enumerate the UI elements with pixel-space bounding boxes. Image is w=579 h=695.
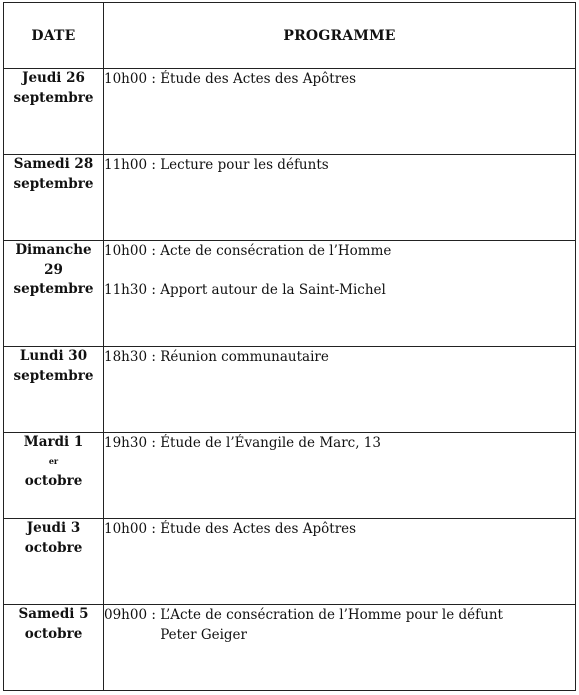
program-cell [104, 155, 576, 241]
entry-time: 11h30 [104, 282, 148, 298]
program-entry [104, 433, 575, 453]
date-cell [4, 241, 104, 347]
entry-time: 11h00 [104, 157, 148, 173]
entry-separator: : [147, 521, 161, 537]
date-cell [4, 155, 104, 241]
date-month: septembre [13, 281, 94, 297]
entry-description: Étude des Actes des Apôtres [160, 521, 357, 537]
table-row [4, 433, 576, 519]
entry-time: 09h00 [104, 607, 148, 623]
program-entry [104, 347, 575, 367]
date-day: Samedi 5 [18, 606, 89, 622]
date-day-text: Mardi 1 [23, 434, 84, 450]
date-day [4, 433, 103, 472]
date-cell [4, 605, 104, 691]
schedule-table [3, 2, 576, 691]
program-entry [104, 69, 575, 89]
entry-description: Acte de consécration de l’Homme [160, 243, 392, 259]
entry-separator: : [147, 349, 161, 365]
program-entry [104, 155, 575, 175]
entry-description: Réunion communautaire [160, 349, 329, 365]
program-entry [104, 241, 575, 261]
table-row [4, 241, 576, 347]
entry-separator: : [147, 607, 161, 623]
date-cell [4, 69, 104, 155]
program-entry [104, 280, 575, 300]
entry-separator: : [147, 157, 161, 173]
date-day-number: 29 [44, 261, 63, 278]
entry-time: 19h30 [104, 435, 148, 451]
program-cell [104, 241, 576, 347]
date-cell [4, 519, 104, 605]
date-weekday: Dimanche [15, 242, 92, 258]
table-row [4, 69, 576, 155]
entry-separator: : [147, 282, 161, 298]
date-month: septembre [13, 367, 94, 384]
entry-description: Étude des Actes des Apôtres [160, 71, 357, 87]
entry-time: 10h00 [104, 243, 148, 259]
program-cell [104, 69, 576, 155]
program-cell [104, 433, 576, 519]
entry-time: 10h00 [104, 521, 148, 537]
date-month: octobre [24, 473, 83, 489]
entry-separator: : [147, 71, 161, 87]
date-day: Samedi 28 [13, 156, 94, 172]
table-row [4, 155, 576, 241]
program-column-header: PROGRAMME [104, 3, 576, 69]
date-day: Lundi 30 [19, 348, 88, 364]
entry-time: 18h30 [104, 349, 148, 365]
entry-description: L’Acte de consécration de l’Homme pour le défunt Peter Geiger [160, 607, 503, 643]
date-ordinal: er [48, 455, 59, 466]
date-day: Jeudi 3 [26, 520, 81, 536]
date-month: octobre [24, 539, 83, 556]
header-row [4, 3, 576, 69]
table-row [4, 519, 576, 605]
entry-description: Lecture pour les défunts [160, 157, 329, 173]
program-cell [104, 605, 576, 691]
table-row [4, 605, 576, 691]
program-cell [104, 519, 576, 605]
program-entry [104, 605, 575, 645]
entry-description: Apport autour de la Saint-Michel [160, 282, 386, 298]
entry-separator: : [147, 435, 161, 451]
date-cell [4, 347, 104, 433]
entry-separator: : [147, 243, 161, 259]
date-day: Jeudi 26 [22, 70, 85, 86]
program-cell [104, 347, 576, 433]
entry-description: Étude de l’Évangile de Marc, 13 [160, 435, 381, 451]
table-row [4, 347, 576, 433]
date-month: octobre [24, 625, 83, 642]
schedule-page [3, 2, 576, 691]
entry-time: 10h00 [104, 71, 148, 87]
program-entry [104, 519, 575, 539]
date-cell [4, 433, 104, 519]
date-column-header: DATE [4, 3, 104, 69]
date-month: septembre [13, 89, 94, 106]
date-month: septembre [13, 175, 94, 192]
